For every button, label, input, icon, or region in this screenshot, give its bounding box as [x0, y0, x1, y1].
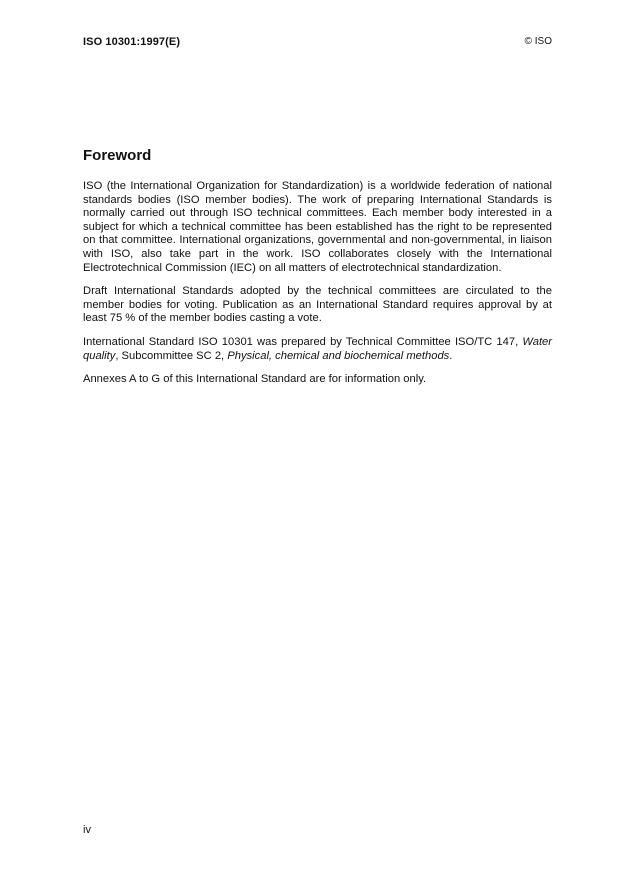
- preparation-text-2: , Subcommittee SC 2,: [115, 349, 228, 362]
- paragraph-iso-description: ISO (the International Organization for Standardization) is a worldwide federation of national standards bodies (ISO member bodies). The work of preparing International Standards is normally carried out through ISO technical committees. Each member body interested in a subject for which a technical committee has been established has the right to be represented on that committee. International organizations, governmental and non-governmental, in liaison with ISO, also take part in the work. ISO collaborates closely with the International Electrotechnical Commission (IEC) on all matters of electrotechnical standardization.: [83, 180, 552, 274]
- preparation-text-1: International Standard ISO 10301 was prepared by Technical Committee ISO/TC 147,: [83, 335, 523, 348]
- subcommittee-name: Physical, chemical and biochemical methods: [227, 349, 450, 362]
- foreword-body: [83, 180, 552, 397]
- committee-name: Water quality: [83, 335, 552, 362]
- paragraph-draft-standards: Draft International Standards adopted by the technical committees are circulated to the member bodies for voting. Publication as an International Standard requires approval by at least 75 % of the member bodies casting a vote.: [83, 285, 552, 325]
- page-title: Foreword: [83, 147, 152, 164]
- paragraph-preparation: [83, 336, 552, 363]
- document-identifier: ISO 10301:1997(E): [83, 36, 181, 48]
- copyright-notice: © ISO: [524, 36, 552, 47]
- preparation-text-3: .: [449, 349, 453, 362]
- paragraph-annexes: Annexes A to G of this International Standard are for information only.: [83, 373, 427, 386]
- page-number: iv: [83, 824, 91, 836]
